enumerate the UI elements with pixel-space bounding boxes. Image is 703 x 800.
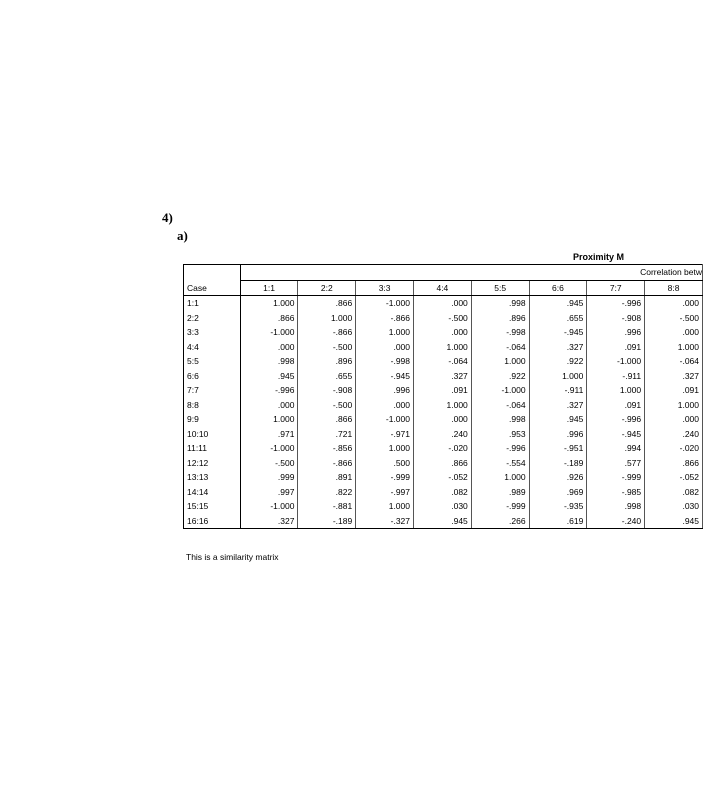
table-cell: .000 <box>356 398 414 413</box>
row-label: 16:16 <box>184 514 241 529</box>
table-cell: 1.000 <box>587 383 645 398</box>
table-cell: .091 <box>587 340 645 355</box>
table-cell: 1.000 <box>298 311 356 326</box>
table-row <box>184 383 703 398</box>
table-row <box>184 325 703 340</box>
table-cell: .577 <box>587 456 645 471</box>
table-cell: .989 <box>471 485 529 500</box>
table-cell: 1.000 <box>645 398 703 413</box>
column-header: 6:6 <box>529 280 587 296</box>
column-header: 1:1 <box>240 280 298 296</box>
table-row <box>184 398 703 413</box>
row-label: 1:1 <box>184 296 241 311</box>
table-cell: .945 <box>414 514 472 529</box>
table-row <box>184 441 703 456</box>
table-cell: .996 <box>587 325 645 340</box>
table-cell: .000 <box>240 398 298 413</box>
table-row <box>184 485 703 500</box>
table-cell: .000 <box>414 296 472 311</box>
column-header: 4:4 <box>414 280 472 296</box>
table-row <box>184 456 703 471</box>
column-header-row <box>184 280 703 296</box>
table-cell: -.189 <box>529 456 587 471</box>
table-cell: -.020 <box>414 441 472 456</box>
question-number: 4) <box>162 210 173 225</box>
table-cell: -1.000 <box>240 499 298 514</box>
table-cell: .266 <box>471 514 529 529</box>
table-cell: -.020 <box>645 441 703 456</box>
case-column-header: Case <box>184 265 241 296</box>
table-cell: .000 <box>645 296 703 311</box>
table-cell: -.945 <box>529 325 587 340</box>
table-cell: .998 <box>471 412 529 427</box>
table-cell: -.996 <box>471 441 529 456</box>
table-cell: -.971 <box>356 427 414 442</box>
table-cell: -.240 <box>587 514 645 529</box>
row-label: 7:7 <box>184 383 241 398</box>
table-cell: -.881 <box>298 499 356 514</box>
table-cell: .000 <box>414 325 472 340</box>
table-cell: .000 <box>414 412 472 427</box>
row-label: 2:2 <box>184 311 241 326</box>
table-cell: .082 <box>414 485 472 500</box>
table-cell: -.866 <box>356 311 414 326</box>
table-cell: .999 <box>240 470 298 485</box>
table-row <box>184 412 703 427</box>
table-cell: .953 <box>471 427 529 442</box>
table-cell: -.998 <box>356 354 414 369</box>
table-cell: 1.000 <box>414 340 472 355</box>
table-cell: .721 <box>298 427 356 442</box>
table-cell: -.327 <box>356 514 414 529</box>
table-cell: .030 <box>645 499 703 514</box>
table-cell: .945 <box>240 369 298 384</box>
table-cell: -.500 <box>240 456 298 471</box>
table-cell: 1.000 <box>471 470 529 485</box>
table-cell: .240 <box>414 427 472 442</box>
table-cell: -.866 <box>298 325 356 340</box>
table-cell: -.945 <box>356 369 414 384</box>
table-cell: -.908 <box>587 311 645 326</box>
table-cell: -.985 <box>587 485 645 500</box>
table-row <box>184 354 703 369</box>
table-cell: -.189 <box>298 514 356 529</box>
table-cell: -.064 <box>471 398 529 413</box>
table-cell: -.997 <box>356 485 414 500</box>
table-cell: .996 <box>356 383 414 398</box>
table-cell: -.052 <box>414 470 472 485</box>
table-row <box>184 311 703 326</box>
row-label: 15:15 <box>184 499 241 514</box>
table-cell: 1.000 <box>645 340 703 355</box>
correlation-span-header: Correlation betw <box>240 265 702 281</box>
table-cell: .998 <box>471 296 529 311</box>
column-header: 3:3 <box>356 280 414 296</box>
column-header: 8:8 <box>645 280 703 296</box>
proximity-matrix-table <box>183 264 702 548</box>
table-cell: -.951 <box>529 441 587 456</box>
table-cell: .091 <box>587 398 645 413</box>
table-cell: .996 <box>529 427 587 442</box>
row-label: 12:12 <box>184 456 241 471</box>
table-cell: -1.000 <box>587 354 645 369</box>
table-cell: -.911 <box>529 383 587 398</box>
table-cell: .922 <box>471 369 529 384</box>
table-cell: -.945 <box>587 427 645 442</box>
table-cell: 1.000 <box>414 398 472 413</box>
column-header: 7:7 <box>587 280 645 296</box>
table-cell: -.999 <box>471 499 529 514</box>
table-cell: .082 <box>645 485 703 500</box>
table-cell: .998 <box>240 354 298 369</box>
table-cell: .091 <box>645 383 703 398</box>
row-label: 4:4 <box>184 340 241 355</box>
table-cell: .994 <box>587 441 645 456</box>
table-cell: -.554 <box>471 456 529 471</box>
table-cell: -1.000 <box>240 325 298 340</box>
row-label: 8:8 <box>184 398 241 413</box>
table-cell: .327 <box>645 369 703 384</box>
table-cell: -.998 <box>471 325 529 340</box>
table-cell: .091 <box>414 383 472 398</box>
column-header: 5:5 <box>471 280 529 296</box>
table-cell: .240 <box>645 427 703 442</box>
row-label: 3:3 <box>184 325 241 340</box>
table-cell: .000 <box>356 340 414 355</box>
table-cell: .945 <box>529 412 587 427</box>
table-cell: -.908 <box>298 383 356 398</box>
table-cell: -.500 <box>414 311 472 326</box>
table-cell: -.500 <box>298 340 356 355</box>
table-cell: .896 <box>298 354 356 369</box>
table-cell: 1.000 <box>240 296 298 311</box>
table-cell: .327 <box>414 369 472 384</box>
table-cell: .971 <box>240 427 298 442</box>
table-cell: .926 <box>529 470 587 485</box>
table-row <box>184 340 703 355</box>
column-header: 2:2 <box>298 280 356 296</box>
table-row <box>184 470 703 485</box>
table-cell: -.064 <box>414 354 472 369</box>
table-cell: .922 <box>529 354 587 369</box>
table-cell: -.996 <box>240 383 298 398</box>
table-cell: 1.000 <box>356 441 414 456</box>
table-cell: -.911 <box>587 369 645 384</box>
row-label: 6:6 <box>184 369 241 384</box>
table-title: Proximity M <box>573 252 625 262</box>
row-label: 5:5 <box>184 354 241 369</box>
table-row <box>184 499 703 514</box>
table-footnote: This is a similarity matrix <box>186 552 279 562</box>
row-label: 9:9 <box>184 412 241 427</box>
table-cell: -.996 <box>587 296 645 311</box>
table-cell: .866 <box>645 456 703 471</box>
table-row <box>184 427 703 442</box>
table-cell: .327 <box>529 398 587 413</box>
table-row <box>184 514 703 529</box>
row-label: 13:13 <box>184 470 241 485</box>
table-cell: .896 <box>471 311 529 326</box>
table-cell: -1.000 <box>356 412 414 427</box>
table-cell: -.996 <box>587 412 645 427</box>
table-cell: -1.000 <box>240 441 298 456</box>
matrix-body <box>184 296 703 529</box>
table-row <box>184 369 703 384</box>
table-cell: 1.000 <box>240 412 298 427</box>
table-cell: .000 <box>645 412 703 427</box>
table-cell: -.500 <box>298 398 356 413</box>
table-cell: .969 <box>529 485 587 500</box>
table-cell: .655 <box>298 369 356 384</box>
table-cell: .327 <box>529 340 587 355</box>
table-cell: .327 <box>240 514 298 529</box>
table-cell: .619 <box>529 514 587 529</box>
table-cell: .997 <box>240 485 298 500</box>
table-cell: .000 <box>645 325 703 340</box>
table-cell: -.999 <box>356 470 414 485</box>
row-label: 10:10 <box>184 427 241 442</box>
table-cell: .655 <box>529 311 587 326</box>
table-cell: 1.000 <box>356 499 414 514</box>
table-cell: .998 <box>587 499 645 514</box>
row-label: 14:14 <box>184 485 241 500</box>
table-cell: 1.000 <box>529 369 587 384</box>
table-cell: -.856 <box>298 441 356 456</box>
table-cell: -1.000 <box>471 383 529 398</box>
table-cell: -.935 <box>529 499 587 514</box>
table-cell: 1.000 <box>471 354 529 369</box>
table-cell: -.866 <box>298 456 356 471</box>
table-cell: .945 <box>645 514 703 529</box>
table-cell: .000 <box>240 340 298 355</box>
table-cell: .866 <box>414 456 472 471</box>
row-label: 11:11 <box>184 441 241 456</box>
table-cell: .866 <box>298 412 356 427</box>
table-cell: .945 <box>529 296 587 311</box>
table-row <box>184 296 703 311</box>
table-cell: .822 <box>298 485 356 500</box>
table-cell: -1.000 <box>356 296 414 311</box>
table-cell: .891 <box>298 470 356 485</box>
table-cell: .866 <box>240 311 298 326</box>
table-cell: .500 <box>356 456 414 471</box>
question-part: a) <box>177 228 188 243</box>
table-cell: -.500 <box>645 311 703 326</box>
table-cell: .030 <box>414 499 472 514</box>
table-cell: -.064 <box>471 340 529 355</box>
table-cell: -.064 <box>645 354 703 369</box>
table-cell: -.999 <box>587 470 645 485</box>
table-cell: .866 <box>298 296 356 311</box>
table-cell: -.052 <box>645 470 703 485</box>
table-cell: 1.000 <box>356 325 414 340</box>
